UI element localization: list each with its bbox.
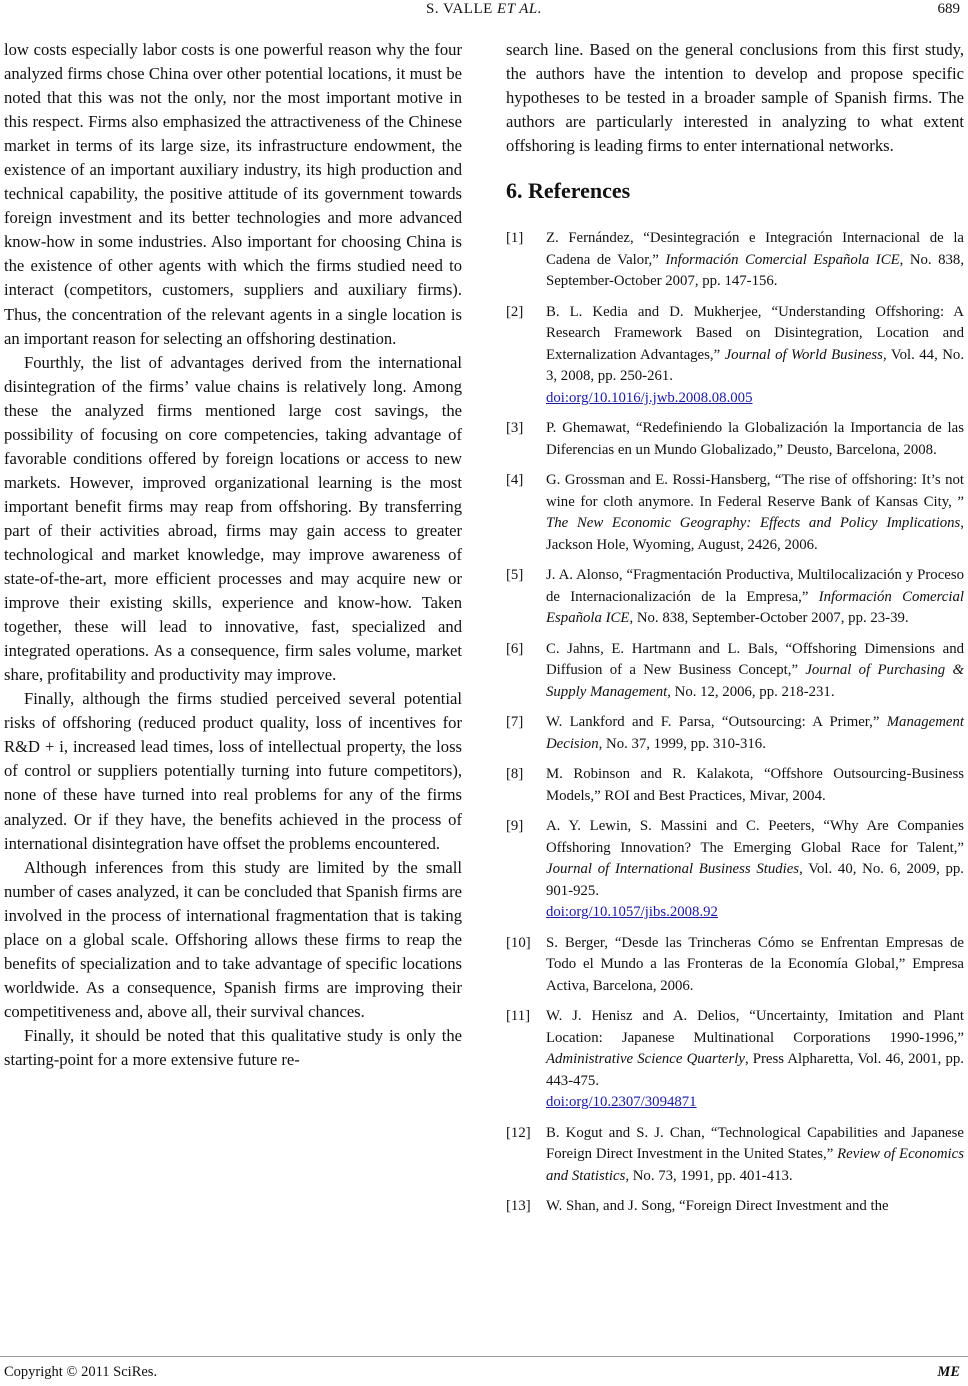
paragraph: Fourthly, the list of advantages derived from the international disintegration of the firms’ value chains is relatively long. Among these the analyzed firms mentioned large cost savings, the possibility of focusing on core competencies, taking advantage of favorable conditions offered by foreign locations or access to new markets. However, improved organizational learning is the most important benefit firms may reap from offshoring. By transferring part of their activities abroad, firms may gain access to greater technological and market knowledge, may improve awareness of state-of-the-art, more efficient processes and may acquire new or improve their existing skills, experience and know-how. Taken together, these will lead to innovative, fast, specialized and integrated operations. As a consequence, firm sales volume, market share, profitability and productivity may improve. — [4, 352, 462, 685]
page-number: 689 — [937, 1, 960, 17]
reference-body: M. Robinson and R. Kalakota, “Offshore Outsourcing-Business Models,” ROI and Best Practices, Mivar, 2004. — [546, 766, 964, 804]
reference-text — [546, 1123, 964, 1188]
reference-details: , Press Alpharetta, Vol. 46, 2001, pp. 443-475. — [546, 1051, 964, 1089]
reference-item — [506, 1006, 964, 1114]
reference-details: , No. 12, 2006, pp. 218-231. — [667, 683, 835, 700]
left-column — [4, 38, 462, 1072]
reference-details: , Jackson Hole, Wyoming, August, 2426, 2006. — [546, 515, 964, 553]
paragraph: search line. Based on the general conclusions from this first study, the authors have the intention to develop and propose specific hypotheses to be tested in a broader sample of Spanish firms. The authors are particularly interested in analyzing to what extent offshoring is leading firms to enter international networks. — [506, 40, 964, 156]
reference-number: [13] — [506, 1198, 531, 1215]
reference-item — [506, 639, 964, 704]
reference-body: P. Ghemawat, “Redefiniendo la Globalización la Importancia de las Diferencias en un Mundo Globalizado,” Deusto, Barcelona, 2008. — [546, 420, 964, 458]
journal-abbreviation: ME — [937, 1364, 960, 1380]
reference-text — [546, 712, 964, 755]
reference-text — [546, 639, 964, 704]
doi-link[interactable]: doi:org/10.1057/jibs.2008.92 — [546, 904, 718, 921]
reference-item — [506, 418, 964, 461]
reference-number: [12] — [506, 1124, 531, 1141]
reference-number: [7] — [506, 714, 524, 731]
reference-number: [3] — [506, 420, 524, 437]
reference-item — [506, 302, 964, 410]
reference-number: [10] — [506, 934, 531, 951]
reference-item — [506, 470, 964, 556]
reference-text — [546, 565, 964, 630]
page-footer — [0, 1364, 968, 1384]
reference-source-title: Journal of Purchasing & Supply Management — [546, 662, 964, 700]
reference-body: Z. Fernández, “Desintegración e Integración Internacional de la Cadena de Valor,” — [546, 230, 964, 268]
reference-body: B. L. Kedia and D. Mukherjee, “Understanding Offshoring: A Research Framework Based on Disintegration, Location and Externalization Advantages,” — [546, 303, 964, 363]
reference-text — [546, 764, 964, 807]
reference-body: J. A. Alonso, “Fragmentación Productiva, Multilocalización y Proceso de Internacionalización de la Empresa,” — [546, 567, 964, 605]
reference-details: , No. 73, 1991, pp. 401-413. — [625, 1167, 793, 1184]
reference-number: [2] — [506, 303, 524, 320]
reference-number: [1] — [506, 230, 524, 247]
reference-number: [9] — [506, 818, 524, 835]
reference-number: [8] — [506, 766, 524, 783]
section-title: 6. References — [506, 178, 631, 204]
reference-item — [506, 933, 964, 998]
reference-body: G. Grossman and E. Rossi-Hansberg, “The rise of offshoring: It’s not wine for cloth anymore. In Federal Reserve Bank of Kansas City, ” — [546, 472, 964, 510]
et-al: ET AL. — [497, 1, 542, 17]
reference-source-title: Información Comercial Española ICE — [665, 251, 900, 268]
reference-body: A. Y. Lewin, S. Massini and C. Peeters, “Why Are Companies Offshoring Innovation? The Emerging Global Race for Talent,” — [546, 818, 964, 856]
doi-link[interactable]: doi:org/10.1016/j.jwb.2008.08.005 — [546, 389, 753, 406]
reference-number: [4] — [506, 472, 524, 489]
reference-text — [546, 418, 964, 461]
reference-number: [5] — [506, 567, 524, 584]
reference-text — [546, 470, 964, 556]
reference-item — [506, 764, 964, 807]
copyright-notice: Copyright © 2011 SciRes. — [4, 1364, 158, 1380]
reference-item — [506, 712, 964, 755]
reference-text — [546, 816, 964, 924]
reference-body: S. Berger, “Desde las Trincheras Cómo se Enfrentan Empresas de Todo el Mundo a las Fronteras de la Economía Global,” Empresa Activa, Barcelona, 2006. — [546, 934, 964, 994]
reference-details: , No. 37, 1999, pp. 310-316. — [598, 735, 766, 752]
reference-number: [6] — [506, 640, 524, 657]
reference-body: W. Lankford and F. Parsa, “Outsourcing: A Primer,” — [546, 714, 887, 731]
right-column — [506, 38, 964, 1227]
reference-source-title: The New Economic Geography: Effects and Policy Implications — [546, 515, 961, 532]
paragraph: Although inferences from this study are limited by the small number of cases analyzed, it can be concluded that Spanish firms are involved in the process of international fragmentation that is taking place on a global scale. Offshoring allows these firms to reap the benefits of specialization and to take advantage of specific locations worldwide. As a consequence, Spanish firms are improving their competitiveness and, above all, their survival chances. — [4, 857, 462, 1021]
reference-text — [546, 933, 964, 998]
reference-text — [546, 302, 964, 410]
reference-item — [506, 816, 964, 924]
reference-text — [546, 1196, 964, 1218]
doi-link[interactable]: doi:org/10.2307/3094871 — [546, 1094, 697, 1111]
reference-text — [546, 228, 964, 293]
reference-source-title: Management Decision — [546, 714, 964, 752]
reference-details: , Vol. 44, No. 3, 2008, pp. 250-261. — [546, 346, 965, 385]
reference-number: [11] — [506, 1008, 531, 1025]
reference-source-title: Review of Economics and Statistics — [546, 1146, 964, 1184]
reference-body: W. J. Henisz and A. Delios, “Uncertainty, Imitation and Plant Location: Japanese Multinational Corporations 1990-1996,” — [546, 1008, 964, 1046]
reference-item — [506, 228, 964, 293]
reference-source-title: Información Comercial Española ICE — [546, 588, 964, 627]
reference-source-title: Journal of International Business Studies — [546, 861, 800, 878]
footer-divider — [0, 1356, 968, 1357]
reference-source-title: Administrative Science Quarterly — [546, 1051, 745, 1068]
paragraph: Finally, it should be noted that this qualitative study is only the starting-point for a more extensive future re- — [4, 1025, 462, 1069]
reference-details: , No. 838, September-October 2007, pp. 147-156. — [546, 251, 965, 290]
reference-text — [546, 1006, 964, 1114]
author-name: S. VALLE — [425, 1, 493, 17]
running-title — [0, 1, 968, 18]
paragraph: low costs especially labor costs is one powerful reason why the four analyzed firms chose China over other potential locations, it must be noted that this was not the only, nor the most important motive in this respect. Firms also emphasized the attractiveness of the Chinese market in terms of its large size, its infrastructure endowment, the existence of an important auxiliary industry, its high production and technical capability, the positive attitude of its government towards foreign investment and its better technologies and more advanced know-how in some industries. Also important for choosing China is the existence of other agents with which the firms studied need to interact (competitors, customers, suppliers and auxiliary firms). Thus, the concentration of the relevant agents in a single location is an important reason for selecting an offshoring destination. — [4, 40, 462, 348]
reference-body: C. Jahns, E. Hartmann and L. Bals, “Offshoring Dimensions and Diffusion of a New Business Concept,” — [546, 640, 964, 679]
reference-details: , No. 838, September-October 2007, pp. 23-39. — [629, 610, 909, 627]
reference-list — [506, 228, 964, 1218]
reference-item — [506, 1123, 964, 1188]
running-header — [0, 0, 968, 22]
reference-item — [506, 565, 964, 630]
reference-item — [506, 1196, 964, 1218]
reference-details: , Vol. 40, No. 6, 2009, pp. 901-925. — [546, 861, 964, 899]
reference-source-title: Journal of World Business — [724, 346, 883, 363]
reference-body: W. Shan, and J. Song, “Foreign Direct Investment and the — [546, 1198, 889, 1215]
paragraph: Finally, although the firms studied perceived several potential risks of offshoring (reduced product quality, loss of incentives for R&D + i, increased lead times, loss of intellectual property, the loss of control or suppliers potentially turning into future competitors), none of these have turned into real problems for any of the firms analyzed. Or if they have, the benefits achieved in the process of international disintegration have offset the problems encountered. — [4, 689, 462, 853]
reference-body: B. Kogut and S. J. Chan, “Technological Capabilities and Japanese Foreign Direct Investment in the United States,” — [546, 1124, 964, 1163]
